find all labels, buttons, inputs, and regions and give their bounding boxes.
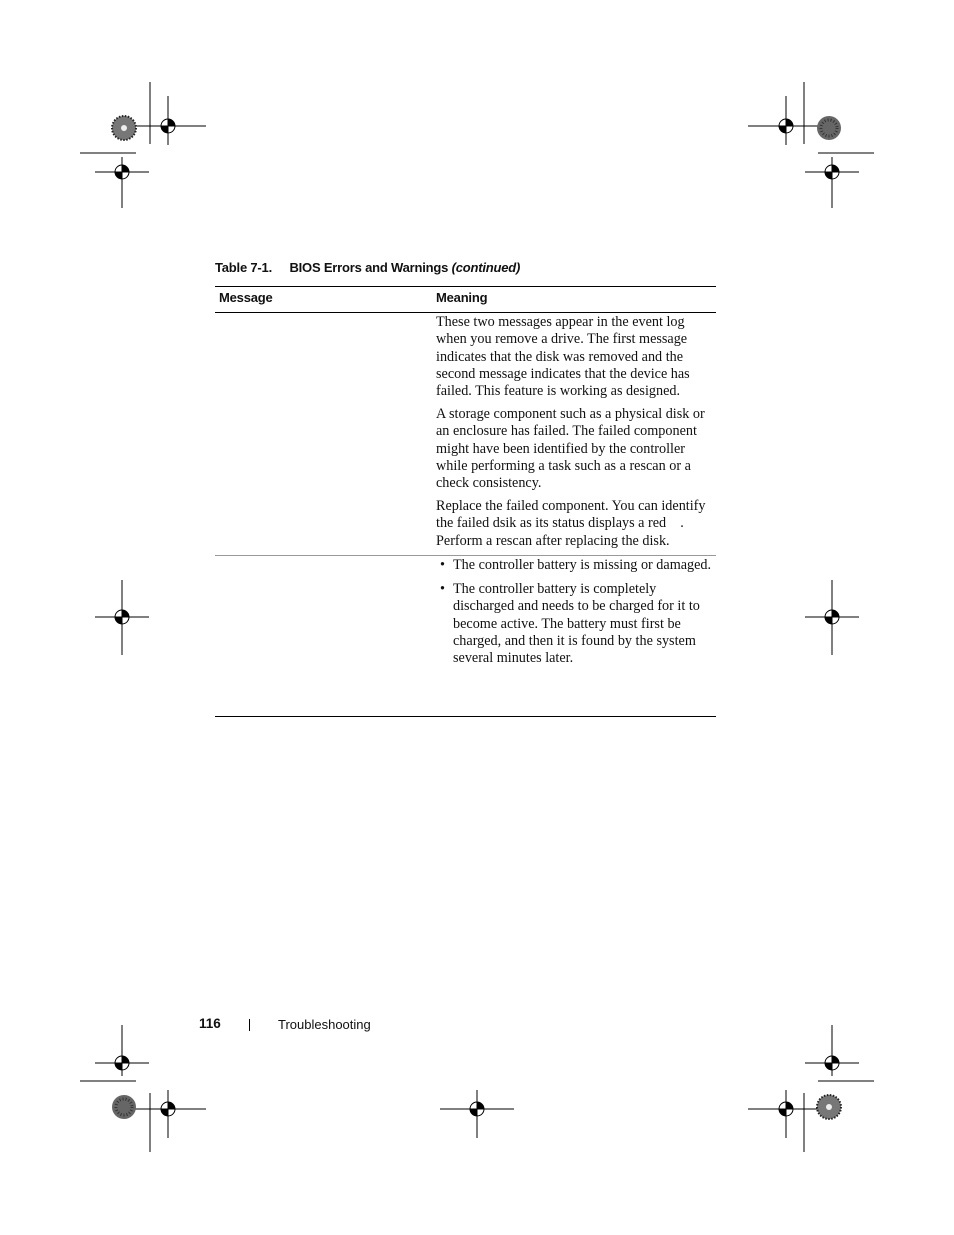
list-item-text: The controller battery is missing or damaged.	[453, 557, 712, 573]
section-name: Troubleshooting	[278, 1017, 371, 1032]
column-header-message: Message	[219, 290, 273, 305]
table-top-rule	[215, 286, 716, 287]
table-caption	[215, 260, 520, 275]
meaning-paragraph: Replace the failed component. You can identify the failed dsik as its status displays a red . Perform a rescan after replacing the disk.	[436, 498, 706, 549]
table-bottom-rule	[215, 716, 716, 717]
table-caption-title: BIOS Errors and Warnings	[289, 260, 449, 275]
meaning-paragraph: These two messages appear in the event log when you remove a drive. The first message indicates that the disk was removed and the second message indicates that the device has failed. This feature is working as designed.	[436, 314, 690, 400]
column-header-meaning: Meaning	[436, 290, 488, 305]
list-item	[436, 557, 716, 574]
table-header-rule	[215, 312, 716, 313]
table-caption-suffix: (continued)	[451, 260, 521, 275]
table-caption-number: Table 7-1.	[215, 260, 273, 275]
list-item	[436, 581, 716, 667]
list-item-text: The controller battery is completely discharged and needs to be charged for it to become active. The battery must first be charged, and then it is found by the system several minutes later.	[453, 581, 700, 667]
bullet-icon: •	[440, 581, 445, 597]
meaning-paragraph: A storage component such as a physical disk or an enclosure has failed. The failed component might have been identified by the controller while performing a task such as a rescan or a check consistency.	[436, 406, 705, 492]
page-number: 116	[199, 1016, 221, 1031]
table-row-divider	[215, 555, 716, 556]
footer-separator	[249, 1019, 250, 1031]
bullet-icon: •	[440, 557, 445, 573]
